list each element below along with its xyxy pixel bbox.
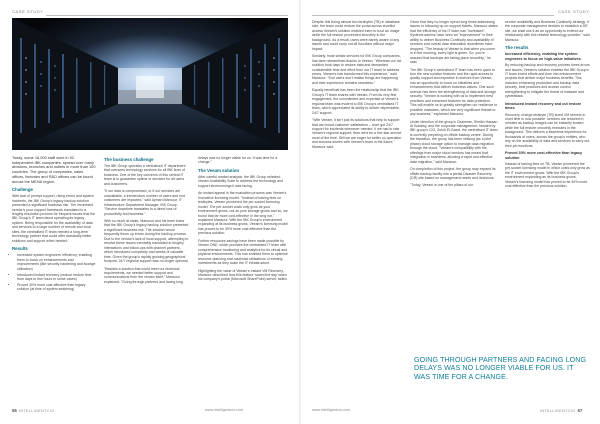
results-list-item: • Increased system engineers' efficiency, enabling them to focus on enhancements and improvements (like security hardening and storage utilization) — [17, 253, 96, 271]
business-challenge-heading: The business challenge — [104, 157, 154, 162]
brand-left: INTELLIGENTCIO — [18, 409, 55, 413]
paragraph: "With Veeam, it isn't just its solutions that help to support that can boost customer satisfaction – once got 24/7 support for incidents whenever needed. If we had to rate Veeam's regional support, then we'd be a five-star service most of the time. Still we are eager for better co-operation and success stories with Veeam's team in the future," Mansour said. — [312, 118, 402, 149]
results-heading: Results — [12, 246, 28, 252]
footer-url-left: www.intelligentcio.com — [205, 408, 244, 412]
paragraph: Recovery of large terabyte (TB) sized VM servers in short time is now possible, services are restored in minutes as backup images can be instantly booted while the full restore smoothly executes in the background. This delivers a seamless experience for thousands of users, across the group's entities, who rely on the availability of data and services to carry out their job functions. — [505, 112, 590, 148]
paragraph: By reducing backup and recovery process times errors and issues, Veeam's solution enables the IBK Group's IT team invest efforts and time into enhancement projects that deliver major business benefits. This includes enhancing production and backup data security, best practices and access control strengthening to mitigate the threat of malware and cyberattack. — [505, 63, 590, 99]
results-list — [12, 253, 96, 292]
paragraph: Highlighting the value of Veeam's Instant VM Recovery, Mansour described how this feature 'saved the day' when his company's portal (Microsoft SharePoint) server, failed. — [198, 268, 288, 282]
paragraph: With so much at stake, Mansour and his team knew that the IBK Group's legacy backup solution presented a significant business risk. The solution would frequently throw up errors during the backup process. Due to the vendor's lack of local support, attempting to resolve these issues inevitably translated to lengthy interactions and follow-ups with channel partners, which introduced complexity and weeks of valuable time. Given the group's rapidly growing geographical footprint, 24/7 regional support was no longer optional. — [104, 218, 189, 264]
paragraph: Equally beneficial has been the relationship that the IBK Group's IT team shares with Veeam. From its very first engagement, the commitment and expertise of Veeam's regional team was evident to IBK Group's centralised IT team, which appreciated its ability to deliver dependable, 24/7 support. — [312, 88, 400, 115]
column-1 — [12, 156, 96, 295]
paragraph: An instant appeal in the evaluation process was Veeam's innovative licensing model. "Instead of basing fees on terabytes, Veeam pioneered the per-socket licensing model. The per-socket costs only grow as your environment grows, not as your storage grows and so, we found that far more cost-effective in the long run," explained Mansour. With the IBK Group's environment expanding at its business grows, Veeam's licensing model has proved to be 30% more cost-effective than the previous solution. — [198, 191, 288, 236]
server-room-image — [12, 18, 288, 150]
paragraph: On completion of this project, the group may expand its offsite backup facility into a partial Disaster Recovery (DR) site based on management needs and decisions. — [410, 167, 496, 180]
results-list-item: • Proved 30% more cost-effective than legacy solution (at time of system switching) — [17, 283, 96, 292]
case-study-label-right: CASE STUDY — [558, 9, 590, 14]
results-list-item: • Introduced instant recovery (reduce restore time from days to few hours in some cases) — [17, 273, 96, 282]
brand-right: INTELLIGENTCIO — [540, 409, 576, 413]
intro-paragraph: Today, some 16,000 staff work in 52 independent IBK companies, spread over many divisions, branches and outlets in more than 100 countries. The group of companies, sales offices, factories and R&D offices can be found across the MENA region. — [12, 155, 96, 184]
footer-url-right: www.intelligentcio.com — [312, 408, 351, 412]
paragraph: "Besides a solution that could meet our technical requirements, we needed better support and communications from the vendor itself," Mansour explained. "Going through partners and facing long — [104, 266, 183, 284]
result-subheading: Increased efficiency, enabling the system engineers to focus on high-value initiatives — [505, 52, 581, 61]
paragraph: delays was no longer viable for us. It was time for a change." — [198, 156, 278, 165]
result-subheading: Introduced instant recovery and cut restore times — [505, 101, 582, 111]
results-heading-right: The results — [505, 45, 529, 51]
paragraph: After careful market analysis, the IBK Group selected Veeam Availability Suite to address the technology and support shortcomings it was facing. — [198, 174, 283, 188]
footer-right — [540, 408, 582, 413]
header-rule-left — [46, 15, 288, 16]
paragraph: The IBK Group's centralised IT team has been quick to turn the new solution features and the rapid access to quality support and expertise it receives from Veeam, into an opportunity to focus on initiatives and enhancements that deliver business values. One such avenue has been the strengthening of data and storage security. "Veeam is working with us to implement best practices and enhanced features for data protection. This will enable us to greatly strengthen our resilience to possible malwares, which are very significant threats to any business," explained Mansour. — [410, 67, 498, 117]
column-5 — [410, 20, 498, 191]
paragraph: Given that they no longer spend long times addressing issues or following up on support tickets, Mansour states that the efficiency of his IT team has "increased". Systems admins have seen an "improvement" in their ability to deliver Business Continuity and availability of services and overall data restoration downtimes have dropped. "The beauty of Veeam is that when you come in in the morning, every light is green. So, you're assured that backups are taking place smoothly," he said. — [410, 20, 498, 65]
result-subheading: Proved 30% more cost-effective than legacy solution — [505, 151, 583, 160]
paragraph: "Today, Veeam is one of the pillars of our — [410, 183, 474, 188]
veeam-solution-heading: The Veeam solution — [198, 167, 240, 173]
case-study-label-left: CASE STUDY — [12, 9, 44, 14]
paragraph: The IBK Group operates a centralised IT department that oversees technology services for all IBK lines of business. One of the key concerns of this central IT team is to guarantee uptime of services for all users and customers. — [104, 164, 186, 186]
column-6 — [505, 20, 590, 192]
paragraph: Under direction of the group's Chairman, Sheikh Hassan Al Kubaisy, and the corporate management, headed by IBK group's CIO, Zuhdi El-Saadi, the centralised IT team is currently preparing on offsite backup centre. During the transition, the group has been utilising (as a pilot phase) cloud storage option to manage data migration through the cloud. "Veeam's compatibility with the offerings from major cloud vendors has meant that integration is seamless, allowing a rapid and effective data migration," said Mansour. — [410, 119, 498, 164]
page-number-left: 56 — [12, 408, 17, 413]
header-rule-right — [312, 15, 554, 16]
server-room-photo — [12, 18, 288, 150]
pull-quote: GOING THROUGH PARTNERS AND FACING LONG DELAYS WAS NO LONGER VIABLE FOR US. IT WAS TIME FOR A CHANGE. — [414, 356, 587, 381]
column-3 — [198, 156, 288, 285]
paragraph: Similarly, most similar services for IBK Group companies, has been streamlined thanks to Veeam. "Whereas our old solution took days to restore data and demanded considerable time and effort from our IT team to address errors, Veeam's has transformed this experience," said Mansour. "End users don't realise things are happening and their experience remains seamless." — [312, 54, 402, 85]
paragraph: "If our data is compromised, or if our services are unavailable, a tremendous number of users and end customers are impacted," said Ayman Mansour, IT Infrastructure Department Manager, IBK Group. "Service downtime translates to a direct loss of productivity and business." — [104, 189, 185, 216]
column-4 — [312, 20, 402, 152]
paragraph: Instead of basing fees on TB, Veeam pioneered the per-socket licensing model in which costs only grow as the IT environment grows. With the IBK Group's environment expanding as its business grows, Veeam's licensing model has proved to be 30% more cost-effective than the previous solution. — [505, 161, 590, 189]
paragraph: Further resources savings have been made possible by Veeam ONE, which provides the centralised IT team with comprehensive monitoring and analytics for its virtual and physical environments. This has enabled them to optimise resource planning and maximise utilisations of existing investments as they scale the IT infrastructure. — [198, 238, 288, 266]
challenge-heading: Challenge — [12, 187, 33, 193]
column-2 — [104, 156, 190, 287]
page-number-right: 57 — [577, 408, 583, 413]
challenge-paragraph: With lack of prompt support, rising errors and system incidents, the IBK Group's legacy backup solution presented a significant business risk. The incumbent vendor's poor support framework translated to a lengthy resolution process for frequent issues that the IBK Group's IT team faced operating its legacy system. Being responsible for the availability of data and services to a large number of remote and local sites, the centralised IT team needed a long-term technology partner that could offer drastically better solutions and support when needed. — [12, 194, 96, 243]
paragraph: service availability and Business Continuity strategy. If the corporate management decides to establish a DR site, we shall use it as an opportunity to extend our relationship with this reliable technology provider," said Mansour. — [505, 20, 590, 42]
paragraph: Despite this being almost two terabytes (TB) in database size, the team could restore the portal across shortlist access Veeam's solution enabled them to boot an image while the full restore proceeded smoothly in the background. As a result, users were barely aware of any issues and could carry out all functions without major impact. — [312, 20, 400, 51]
footer-left — [12, 408, 54, 413]
